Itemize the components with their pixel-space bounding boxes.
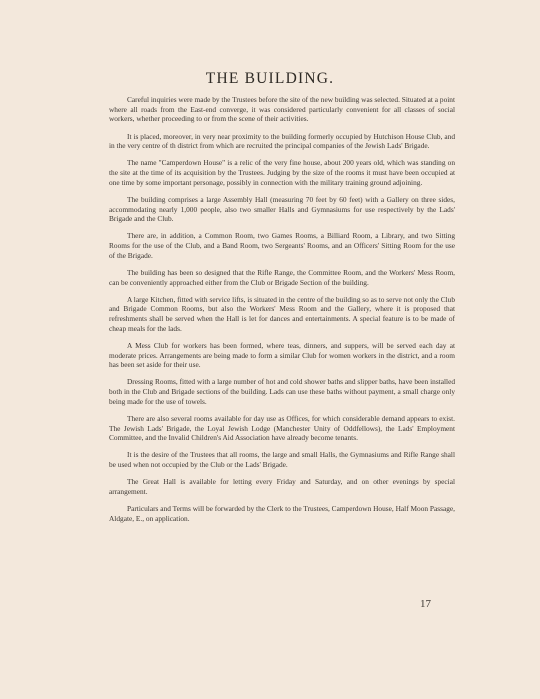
body-text bbox=[109, 95, 455, 531]
paragraph-particulars: Particulars and Terms will be forwarded by the Clerk to the Trustees, Camperdown House, Half Moon Passage, Aldgate, E., on application. bbox=[109, 503, 455, 523]
paragraph-dressing-rooms: Dressing Rooms, fitted with a large number of hot and cold shower baths and slipper baths, have been installed both in the Club and Brigade sections of the building. Lads can use these baths without payment, a small charge only being made for the use of towels. bbox=[109, 377, 455, 406]
paragraph-offices: There are also several rooms available for day use as Offices, for which considerable demand appears to exist. The Jewish Lads' Brigade, the Loyal Jewish Lodge (Manchester Unity of Oddfellows), the Lads' Employment Committee, and the Invalid Children's Aid Association have already become tenants. bbox=[109, 413, 455, 443]
paragraph-assembly-hall: The building comprises a large Assembly Hall (measuring 70 feet by 60 feet) with a Gallery on three sides, accommodating nearly 1,000 people, also two smaller Halls and Gymnasiums for use respectively by the Lads' Brigade and the Club. bbox=[109, 194, 455, 224]
paragraph-design: The building has been so designed that the Rifle Range, the Committee Room, and the Workers' Mess Room, can be conveniently approached either from the Club or Brigade Section of the building. bbox=[109, 267, 455, 287]
paragraph-mess-club: A Mess Club for workers has been formed, where teas, dinners, and suppers, will be served each day at moderate prices. Arrangements are being made to form a similar Club for women workers in the district, and a room has been set aside for their use. bbox=[109, 340, 455, 370]
paragraph-site-selection: Careful inquiries were made by the Trustees before the site of the new building was selected. Situated at a point where all roads from the East-end converge, it was considered particularly convenient for all classes of social workers, whether proceeding to or from the scene of their activities. bbox=[109, 95, 455, 124]
paragraph-trustees-desire: It is the desire of the Trustees that all rooms, the large and small Halls, the Gymnasiums and Rifle Range shall be used when not occupied by the Club or the Lads' Brigade. bbox=[109, 450, 455, 469]
paragraph-name-origin: The name "Camperdown House" is a relic of the very fine house, about 200 years old, which was standing on the site at the time of its acquisition by the Trustees. Judging by the size of the rooms it must have been occupied at one time by some important personage, possibly in connection with the military training ground adjoining. bbox=[109, 158, 455, 187]
page-title: THE BUILDING. bbox=[205, 70, 335, 87]
paragraph-great-hall: The Great Hall is available for letting every Friday and Saturday, and on other evenings by special arrangement. bbox=[109, 477, 455, 496]
paragraph-location: It is placed, moreover, in very near proximity to the building formerly occupied by Hutchison House Club, and in the very centre of th district from which are recruited the principal companies of the Jewish Lads' Brigade. bbox=[109, 131, 455, 151]
paragraph-rooms: There are, in addition, a Common Room, two Games Rooms, a Billiard Room, a Library, and two Sitting Rooms for the use of the Club, and a Band Room, two Sergeants' Rooms, and an Officers' Sitting Room for the use of the Brigade. bbox=[109, 231, 455, 260]
page-number: 17 bbox=[420, 598, 431, 610]
paragraph-kitchen: A large Kitchen, fitted with service lifts, is situated in the centre of the building so as to serve not only the Club and Brigade Common Rooms, but also the Workers' Mess Room and the Gallery, where it is proposed that refreshments shall be served when the Hall is let for dances and entertainments. A special feature is to be made of cheap meals for the lads. bbox=[109, 294, 455, 333]
